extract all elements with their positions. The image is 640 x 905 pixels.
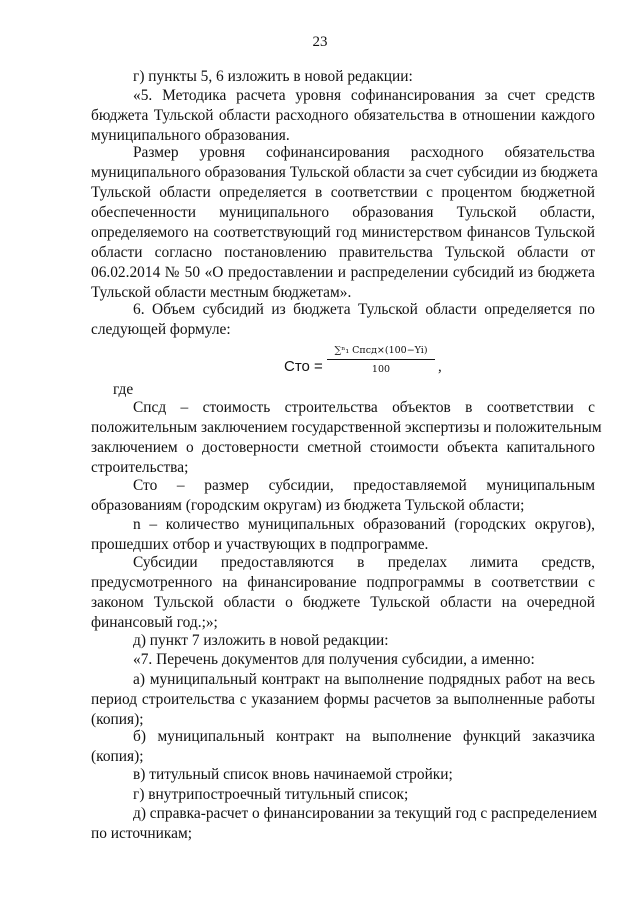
paragraph-documents-list: «7. Перечень документов для получения субсидии, а именно: xyxy=(133,651,535,668)
paragraph-subsidy-limit: Субсидии предоставляются в пределах лимита средств, предусмотренного на финансирование подпрограммы в соответствии с законом Тульской области о бюджете Тульской области на очередной финансовый год.;»; xyxy=(91,554,595,631)
formula-numerator: ∑ⁿ₁ Спсд×(100−Yi) xyxy=(327,345,435,360)
definition-spsd: Спсд – стоимость строительства объектов в соответствии с положительным заключением государственной экспертизы и положительным заключением о достоверности сметной стоимости объекта капитального строительства; xyxy=(91,399,602,476)
paragraph-intro-7: д) пункт 7 изложить в новой редакции: xyxy=(133,632,389,649)
definition-n: n – количество муниципальных образований (городских округов), прошедших отбор и участвующих в подпрограмме. xyxy=(91,516,595,553)
formula-fraction xyxy=(327,345,435,376)
list-item-g: г) внутрипостроечный титульный список; xyxy=(133,786,409,803)
paragraph-subsidy-volume: 6. Объем субсидий из бюджета Тульской области определяется по следующей формуле: xyxy=(91,301,595,338)
page-number: 23 xyxy=(312,34,328,50)
list-item-b: б) муниципальный контракт на выполнение функций заказчика (копия); xyxy=(91,728,595,765)
formula-comma: , xyxy=(438,359,442,375)
definition-sto: Сто – размер субсидии, предоставляемой муниципальным образованиям (городским округам) из бюджета Тульской области; xyxy=(91,477,595,514)
formula-lhs: Сто = xyxy=(284,358,323,375)
where-label: где xyxy=(113,381,134,398)
list-item-v: в) титульный список вновь начинаемой стройки; xyxy=(133,766,453,783)
formula-denominator: 100 xyxy=(371,364,391,375)
paragraph-intro-5-6: г) пункты 5, 6 изложить в новой редакции: xyxy=(133,68,413,85)
paragraph-methodology: «5. Методика расчета уровня софинансирования за счет средств бюджета Тульской области расходного обязательства в отношении каждого муниципального образования. xyxy=(91,87,595,144)
paragraph-cofinancing-level: Размер уровня софинансирования расходного обязательства муниципального образования Тульской области за счет субсидии из бюджета Тульской области определяется в соответствии с процентом бюджетной обеспеченности муниципального образования Тульской области, определяемого на соответствующий год министерством финансов Тульской области согласно постановлению правительства Тульской области от 06.02.2014 № 50 «О предоставлении и распределении субсидий из бюджета Тульской области местным бюджетам». xyxy=(91,144,598,301)
list-item-d: д) справка-расчет о финансировании за текущий год с распределением по источникам; xyxy=(91,805,598,842)
list-item-a: а) муниципальный контракт на выполнение подрядных работ на весь период строительства с указанием формы расчетов за выполненные работы (копия); xyxy=(91,671,595,728)
